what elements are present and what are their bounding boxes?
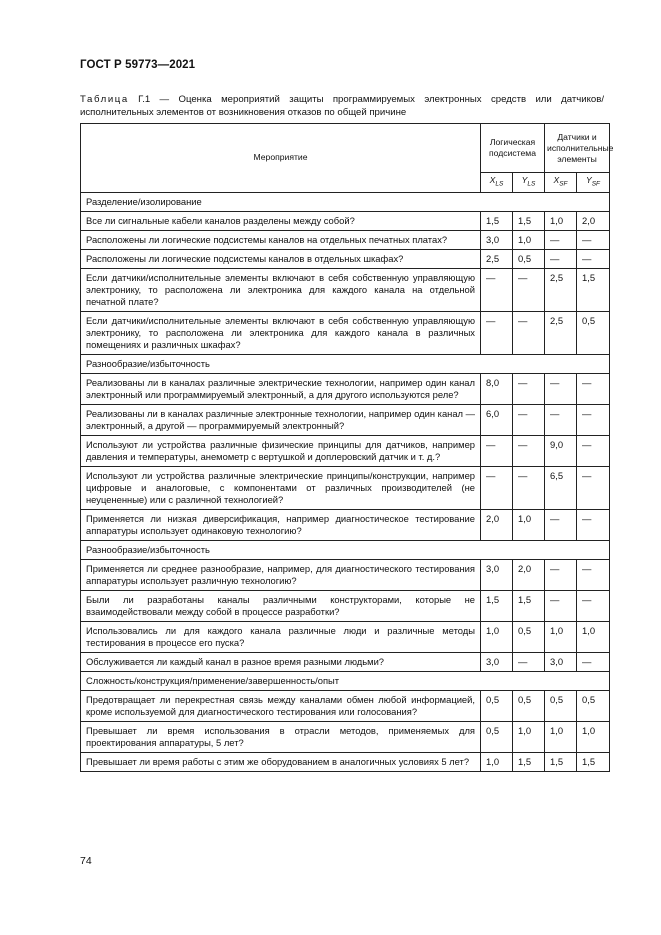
table-row <box>81 509 610 540</box>
measure-question: Если датчики/исполнительные элементы включают в себя собственную управляющую электронику, то расположена ли электроника для каждого канала в различных помещениях и различных шкафах? <box>81 311 481 354</box>
section-row <box>81 192 610 211</box>
value-xls: 1,5 <box>481 590 513 621</box>
table-row <box>81 590 610 621</box>
value-xls: — <box>481 466 513 509</box>
value-ysf: — <box>577 404 610 435</box>
value-xsf: 1,0 <box>545 211 577 230</box>
symbol-yls: Y <box>521 175 528 185</box>
value-xsf: 1,0 <box>545 621 577 652</box>
value-xsf: — <box>545 404 577 435</box>
symbol-xsf-sub: SF <box>559 180 568 188</box>
value-yls: 1,5 <box>513 211 545 230</box>
table-header-row <box>81 124 610 173</box>
value-xls: 0,5 <box>481 690 513 721</box>
value-yls: — <box>513 435 545 466</box>
value-xsf: — <box>545 249 577 268</box>
value-xsf: — <box>545 373 577 404</box>
value-xsf: 2,5 <box>545 311 577 354</box>
value-xls: 1,0 <box>481 752 513 771</box>
value-yls: 1,5 <box>513 752 545 771</box>
value-xls: 3,0 <box>481 230 513 249</box>
value-xsf: — <box>545 590 577 621</box>
table-row <box>81 373 610 404</box>
value-xls: 3,0 <box>481 652 513 671</box>
value-yls: 0,5 <box>513 690 545 721</box>
table-row <box>81 752 610 771</box>
measure-question: Предотвращает ли перекрестная связь между каналами обмен любой информацией, кроме используемой для диагностического тестирования или голосования? <box>81 690 481 721</box>
page-number: 74 <box>80 855 92 867</box>
column-symbol-ysf <box>577 173 610 193</box>
measure-question: Все ли сигнальные кабели каналов разделены между собой? <box>81 211 481 230</box>
value-yls: — <box>513 466 545 509</box>
value-xsf: 0,5 <box>545 690 577 721</box>
section-title: Сложность/конструкция/применение/завершенность/опыт <box>81 671 610 690</box>
table-row <box>81 652 610 671</box>
measure-question: Обслуживается ли каждый канал в разное время разными людьми? <box>81 652 481 671</box>
section-title: Разнообразие/избыточность <box>81 540 610 559</box>
value-xls: 6,0 <box>481 404 513 435</box>
value-ysf: — <box>577 590 610 621</box>
value-yls: 0,5 <box>513 621 545 652</box>
standard-designation: ГОСТ Р 59773—2021 <box>80 59 196 71</box>
value-xls: — <box>481 435 513 466</box>
value-xls: 3,0 <box>481 559 513 590</box>
value-xls: 2,0 <box>481 509 513 540</box>
symbol-ysf: Y <box>585 175 592 185</box>
column-header-sensors-actuators: Датчики и исполнительные элементы <box>545 124 610 173</box>
value-ysf: 1,5 <box>577 752 610 771</box>
measure-question: Были ли разработаны каналы различными конструкторами, которые не взаимодействовали между собой в процессе разработки? <box>81 590 481 621</box>
value-yls: 1,0 <box>513 230 545 249</box>
value-ysf: — <box>577 509 610 540</box>
value-ysf: — <box>577 373 610 404</box>
value-ysf: — <box>577 652 610 671</box>
value-xls: 1,0 <box>481 621 513 652</box>
measure-question: Применяется ли среднее разнообразие, например, для диагностического тестирования аппаратуры использует различную технологию? <box>81 559 481 590</box>
table-row <box>81 690 610 721</box>
table-row <box>81 621 610 652</box>
section-title: Разнообразие/избыточность <box>81 354 610 373</box>
value-ysf: 0,5 <box>577 690 610 721</box>
value-xls: 2,5 <box>481 249 513 268</box>
value-yls: 2,0 <box>513 559 545 590</box>
value-yls: — <box>513 404 545 435</box>
value-ysf: — <box>577 230 610 249</box>
value-yls: 0,5 <box>513 249 545 268</box>
column-symbol-yls <box>513 173 545 193</box>
value-ysf: — <box>577 249 610 268</box>
table-caption <box>80 94 604 119</box>
value-ysf: 1,0 <box>577 621 610 652</box>
value-ysf: 0,5 <box>577 311 610 354</box>
symbol-ysf-sub: SF <box>591 180 601 188</box>
section-row <box>81 671 610 690</box>
measure-question: Применяется ли низкая диверсификация, например диагностическое тестирование аппаратуры использует одинаковую технологию? <box>81 509 481 540</box>
value-ysf: — <box>577 435 610 466</box>
table-row <box>81 435 610 466</box>
value-xsf: 1,0 <box>545 721 577 752</box>
value-xsf: 1,5 <box>545 752 577 771</box>
measure-question: Превышает ли время работы с этим же оборудованием в аналогичных условиях 5 лет? <box>81 752 481 771</box>
column-header-logic-subsystem: Логическая подсистема <box>481 124 545 173</box>
value-yls: 1,0 <box>513 509 545 540</box>
measure-question: Реализованы ли в каналах различные электрические технологии, например один канал электронный или программируемый электронный, а для другого используются реле? <box>81 373 481 404</box>
value-yls: — <box>513 311 545 354</box>
column-header-measure: Мероприятие <box>81 124 481 193</box>
value-xsf: — <box>545 230 577 249</box>
value-xls: — <box>481 268 513 311</box>
value-ysf: 1,5 <box>577 268 610 311</box>
value-yls: — <box>513 268 545 311</box>
value-xls: 8,0 <box>481 373 513 404</box>
table-row <box>81 559 610 590</box>
measure-question: Расположены ли логические подсистемы каналов на отдельных печатных платах? <box>81 230 481 249</box>
section-title: Разделение/изолирование <box>81 192 610 211</box>
table-row <box>81 466 610 509</box>
value-xsf: 6,5 <box>545 466 577 509</box>
measure-question: Расположены ли логические подсистемы каналов в отдельных шкафах? <box>81 249 481 268</box>
symbol-xsf: X <box>553 175 560 185</box>
measure-question: Превышает ли время использования в отрасли методов, применяемых для проектирования аппаратуры, 5 лет? <box>81 721 481 752</box>
value-yls: 1,0 <box>513 721 545 752</box>
measure-question: Если датчики/исполнительные элементы включают в себя собственную управляющую электронику, то расположена ли электроника для каждого канала на отдельной печатной плате? <box>81 268 481 311</box>
table-row <box>81 268 610 311</box>
measure-question: Используют ли устройства различные физические принципы для датчиков, например давления и температуры, анемометр с вертушкой и доплеровский датчик и т. д.? <box>81 435 481 466</box>
table-row <box>81 721 610 752</box>
value-xsf: — <box>545 509 577 540</box>
value-xsf: 9,0 <box>545 435 577 466</box>
measure-question: Использовались ли для каждого канала различные люди и различные методы тестирования в процессе его пуска? <box>81 621 481 652</box>
measures-table <box>80 123 614 772</box>
column-symbol-xls <box>481 173 513 193</box>
table-row <box>81 404 610 435</box>
column-symbol-xsf <box>545 173 577 193</box>
section-row <box>81 354 610 373</box>
symbol-xls-sub: LS <box>495 180 504 188</box>
section-row <box>81 540 610 559</box>
measure-question: Реализованы ли в каналах различные электронные технологии, например один канал — электронный, а другой — программируемый электронный? <box>81 404 481 435</box>
table-caption-text: Г.1 — Оценка мероприятий защиты программируемых электронных средств или датчиков/исполнительных элементов от возникновения отказов по общей причине <box>80 94 604 118</box>
table-row <box>81 211 610 230</box>
table-caption-label: Таблица <box>80 94 129 105</box>
value-ysf: 2,0 <box>577 211 610 230</box>
value-xls: — <box>481 311 513 354</box>
value-ysf: — <box>577 466 610 509</box>
value-xls: 0,5 <box>481 721 513 752</box>
value-xsf: 2,5 <box>545 268 577 311</box>
symbol-xls: X <box>489 175 496 185</box>
value-yls: 1,5 <box>513 590 545 621</box>
symbol-yls-sub: LS <box>527 180 536 188</box>
value-xls: 1,5 <box>481 211 513 230</box>
value-yls: — <box>513 652 545 671</box>
table-row <box>81 311 610 354</box>
table-row <box>81 249 610 268</box>
value-yls: — <box>513 373 545 404</box>
value-xsf: — <box>545 559 577 590</box>
table-body <box>81 192 610 771</box>
value-xsf: 3,0 <box>545 652 577 671</box>
table-row <box>81 230 610 249</box>
value-ysf: — <box>577 559 610 590</box>
value-ysf: 1,0 <box>577 721 610 752</box>
measure-question: Используют ли устройства различные электрические принципы/конструкции, например цифровые и аналоговые, с компонентами от различных производителей (не неуцененные) или с различной технологией? <box>81 466 481 509</box>
